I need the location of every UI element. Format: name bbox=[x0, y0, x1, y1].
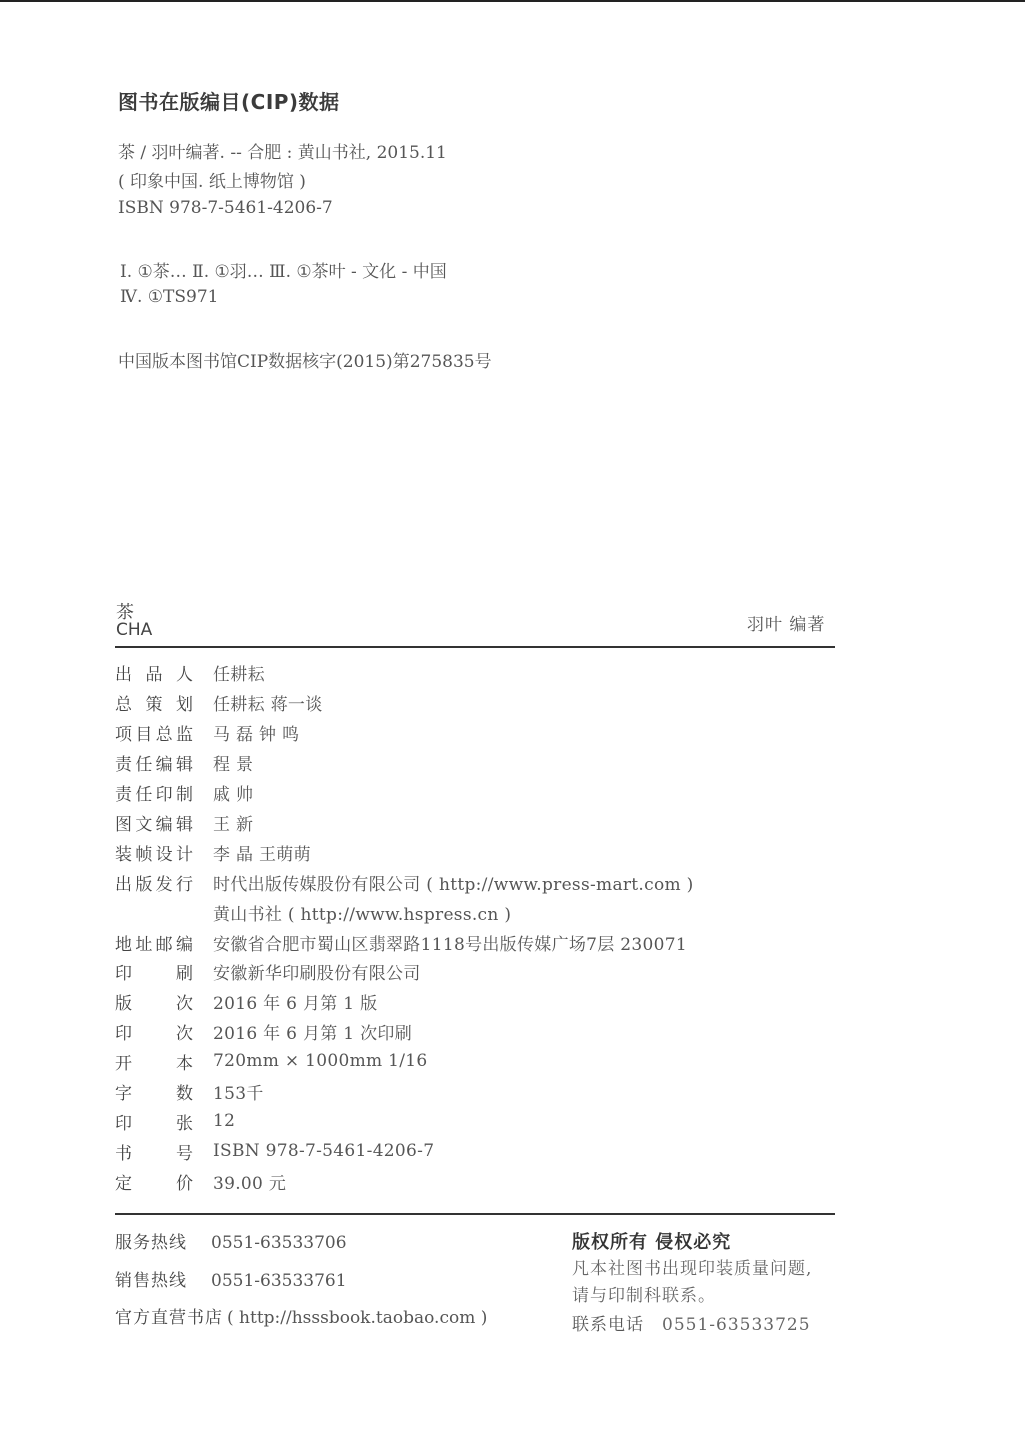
service-hotline bbox=[115, 1228, 347, 1253]
credit-row bbox=[115, 928, 687, 956]
credit-label: 开本 bbox=[115, 1053, 193, 1074]
credit-value: 39.00 元 bbox=[213, 1173, 287, 1194]
credit-value: 黄山书社 ( http://www.hspress.cn ) bbox=[213, 904, 512, 925]
copyright-line-1: 凡本社图书出现印装质量问题, bbox=[572, 1259, 813, 1279]
credit-value: 程 景 bbox=[213, 754, 254, 775]
credit-value: 2016 年 6 月第 1 次印刷 bbox=[213, 1023, 413, 1044]
credit-label: 版次 bbox=[115, 993, 193, 1014]
credit-label: 图文编辑 bbox=[115, 814, 193, 835]
credit-row bbox=[115, 1107, 235, 1135]
credit-value: 720mm × 1000mm 1/16 bbox=[213, 1051, 428, 1071]
credit-label: 项目总监 bbox=[115, 724, 193, 745]
credit-value: 12 bbox=[213, 1111, 236, 1131]
cip-entry: 茶 / 羽叶编著. -- 合肥 : 黄山书社, 2015.11 bbox=[118, 143, 447, 163]
credit-label: 字数 bbox=[115, 1083, 193, 1104]
credit-row bbox=[115, 778, 253, 806]
service-hotline-label: 服务热线 bbox=[115, 1233, 187, 1253]
credit-value: 王 新 bbox=[213, 814, 254, 835]
credit-row bbox=[115, 1047, 428, 1075]
credit-label: 装帧设计 bbox=[115, 844, 193, 865]
contact-phone-number: 0551-63533725 bbox=[662, 1315, 811, 1335]
credit-label: 出版发行 bbox=[115, 874, 193, 895]
credit-label: 责任编辑 bbox=[115, 754, 193, 775]
credit-row bbox=[115, 1137, 434, 1165]
credit-row bbox=[115, 838, 311, 866]
divider-bottom bbox=[115, 1213, 835, 1215]
credit-label: 印张 bbox=[115, 1113, 193, 1134]
credit-label: 责任印制 bbox=[115, 784, 193, 805]
credit-label: 印刷 bbox=[115, 963, 193, 984]
official-store-url: ( http://hsssbook.taobao.com ) bbox=[227, 1308, 488, 1328]
credit-value: 安徽省合肥市蜀山区翡翠路1118号出版传媒广场7层 230071 bbox=[213, 934, 687, 955]
official-store bbox=[115, 1303, 487, 1328]
credit-value: 戚 帅 bbox=[213, 784, 254, 805]
credit-row bbox=[115, 987, 377, 1015]
cip-classification-1: Ⅰ. ①茶… Ⅱ. ①羽… Ⅲ. ①茶叶 - 文化 - 中国 bbox=[120, 262, 447, 282]
service-hotline-number: 0551-63533706 bbox=[211, 1233, 347, 1253]
credit-row bbox=[115, 1167, 286, 1195]
cip-classification-2: Ⅳ. ①TS971 bbox=[120, 287, 219, 307]
credit-row bbox=[115, 658, 265, 686]
sales-hotline-label: 销售热线 bbox=[115, 1271, 187, 1291]
credit-row bbox=[115, 718, 299, 746]
sales-hotline bbox=[115, 1266, 347, 1291]
copyright-line-2: 请与印制科联系。 bbox=[572, 1286, 716, 1306]
credit-value: 153千 bbox=[213, 1083, 264, 1104]
book-title-english: CHA bbox=[116, 620, 153, 640]
official-store-label: 官方直营书店 bbox=[115, 1308, 223, 1328]
top-border bbox=[0, 0, 1025, 2]
credit-row bbox=[115, 688, 323, 716]
credit-label: 印次 bbox=[115, 1023, 193, 1044]
credit-row-continuation bbox=[115, 898, 511, 926]
credit-label: 总策划 bbox=[115, 694, 193, 715]
credit-label: 地址邮编 bbox=[115, 934, 193, 955]
credit-value: 任耕耘 蒋一谈 bbox=[213, 694, 323, 715]
credit-value: 李 晶 王萌萌 bbox=[213, 844, 311, 865]
credit-row bbox=[115, 808, 253, 836]
cip-isbn: ISBN 978-7-5461-4206-7 bbox=[118, 198, 333, 218]
credit-row bbox=[115, 868, 694, 896]
contact-phone-label: 联系电话 bbox=[572, 1315, 644, 1335]
cip-series: ( 印象中国. 纸上博物馆 ) bbox=[118, 172, 306, 192]
contact-phone bbox=[572, 1310, 811, 1335]
credit-value: 2016 年 6 月第 1 版 bbox=[213, 993, 378, 1014]
copyright-title: 版权所有 侵权必究 bbox=[572, 1232, 732, 1253]
credit-row bbox=[115, 1017, 412, 1045]
credit-value: 任耕耘 bbox=[213, 664, 265, 685]
credit-value: 马 磊 钟 鸣 bbox=[213, 724, 300, 745]
credit-row bbox=[115, 957, 421, 985]
credit-row bbox=[115, 748, 253, 776]
credit-value: 时代出版传媒股份有限公司 ( http://www.press-mart.com ) bbox=[213, 874, 694, 895]
cip-heading: 图书在版编目(CIP)数据 bbox=[118, 90, 340, 114]
sales-hotline-number: 0551-63533761 bbox=[211, 1271, 347, 1291]
credit-label: 书号 bbox=[115, 1143, 193, 1164]
credit-label: 定价 bbox=[115, 1173, 193, 1194]
book-author: 羽叶 编著 bbox=[747, 615, 826, 635]
divider-top bbox=[115, 646, 835, 648]
credit-value: 安徽新华印刷股份有限公司 bbox=[213, 963, 421, 984]
book-title-chinese: 茶 bbox=[116, 602, 134, 623]
cip-record-number: 中国版本图书馆CIP数据核字(2015)第275835号 bbox=[118, 352, 492, 372]
credit-value: ISBN 978-7-5461-4206-7 bbox=[213, 1141, 435, 1161]
credit-row bbox=[115, 1077, 264, 1105]
credit-label: 出品人 bbox=[115, 664, 193, 685]
